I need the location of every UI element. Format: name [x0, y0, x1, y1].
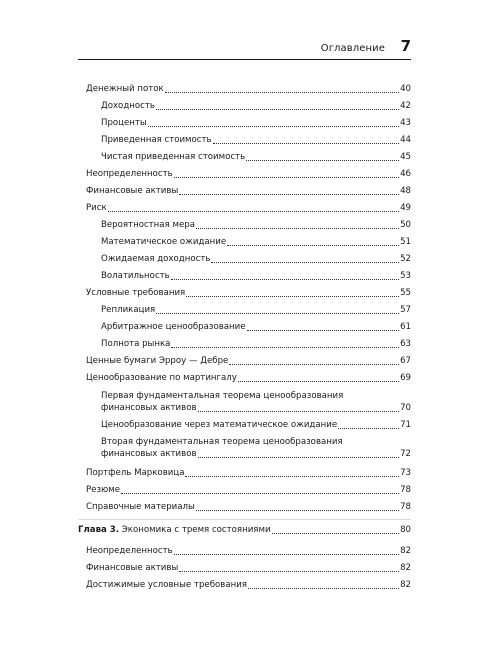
toc-entry-label: Достижимые условные требования [86, 580, 247, 590]
running-header [78, 37, 411, 60]
toc-entry-label: Приведенная стоимость [101, 135, 212, 145]
toc-entry-page: 46 [400, 169, 411, 179]
toc-entry-page: 42 [400, 101, 411, 111]
dot-leader [174, 176, 399, 178]
toc-entry-label: Доходность [101, 101, 155, 111]
running-header-title: Оглавление [320, 43, 385, 54]
dot-leader [246, 159, 399, 161]
toc-entry-label: Чистая приведенная стоимость [101, 152, 246, 162]
toc-entry-page: 71 [400, 420, 411, 430]
toc-entry-line2 [101, 449, 411, 460]
toc-entry-label: Неопределенность [86, 169, 173, 179]
dot-leader [156, 312, 399, 314]
dot-leader [272, 532, 400, 534]
toc-entry-page: 82 [400, 546, 411, 556]
toc-entry-label: Ценообразование через математическое ожидание [101, 420, 338, 430]
dot-leader [179, 570, 399, 572]
toc-entry-label-line2: финансовых активов [101, 403, 197, 413]
toc-entry-label-line2: финансовых активов [101, 449, 197, 459]
toc-entry-label: Условные требования [86, 288, 186, 298]
toc-chapter-entry[interactable] [78, 525, 411, 536]
dot-leader [229, 363, 399, 365]
toc-entry-label-line1: Вторая фундаментальная теорема ценообразования [101, 437, 343, 447]
toc-entry[interactable] [101, 322, 411, 333]
toc-entry-label: Справочные материалы [86, 502, 195, 512]
toc-entry-page: 73 [400, 468, 411, 478]
toc-entry-label: Математическое ожидание [101, 237, 227, 247]
toc-entry[interactable] [101, 135, 411, 146]
dot-leader [196, 227, 399, 229]
toc-entry-label: Арбитражное ценообразование [101, 322, 246, 332]
page-number: 7 [400, 37, 411, 55]
dot-leader [185, 475, 399, 477]
toc-entry[interactable] [86, 468, 411, 479]
toc-entry-label: Волатильность [101, 271, 170, 281]
toc-entry[interactable] [86, 288, 411, 299]
dot-leader [186, 295, 399, 297]
dot-leader [171, 278, 399, 280]
toc-entry-page: 80 [400, 525, 411, 535]
toc-entry-label: Полнота рынка [101, 339, 171, 349]
toc-entry[interactable] [86, 373, 411, 384]
toc-entry-page: 63 [400, 339, 411, 349]
toc-entry-label: Ценные бумаги Эрроу — Дебре [86, 356, 229, 366]
dot-leader [248, 587, 399, 589]
toc-entry-page: 48 [400, 186, 411, 196]
toc-entry[interactable] [86, 84, 411, 95]
toc-entry[interactable] [101, 271, 411, 282]
toc-entry-page: 57 [400, 305, 411, 315]
toc-entry[interactable] [86, 485, 411, 496]
toc-entry-page: 45 [400, 152, 411, 162]
dot-leader [247, 329, 400, 331]
chapter-title: Экономика с тремя состояниями [121, 525, 271, 535]
dot-leader [108, 210, 399, 212]
dot-leader [179, 193, 399, 195]
toc-entry[interactable] [101, 305, 411, 316]
toc-entry[interactable] [86, 203, 411, 214]
toc-entry-label: Денежный поток [86, 84, 164, 94]
dot-leader [156, 108, 399, 110]
toc-entry-label: Вероятностная мера [101, 220, 195, 230]
toc-entry-label: Риск [86, 203, 107, 213]
toc-entry-page: 82 [400, 563, 411, 573]
dot-leader [198, 410, 400, 412]
toc-entry-label: Портфель Марковица [86, 468, 185, 478]
toc-entry-label: Проценты [101, 118, 147, 128]
dot-leader [238, 380, 399, 382]
dot-leader [211, 261, 399, 263]
dot-leader [165, 91, 399, 93]
toc-entry[interactable] [101, 220, 411, 231]
toc-entry[interactable] [101, 237, 411, 248]
toc-entry-page: 78 [400, 502, 411, 512]
dot-leader [338, 427, 399, 429]
toc-entry-page: 70 [400, 403, 411, 413]
toc-entry[interactable] [86, 186, 411, 197]
toc-entry[interactable] [86, 502, 411, 513]
dot-leader [174, 553, 399, 555]
dot-leader [148, 125, 399, 127]
toc-entry[interactable] [101, 339, 411, 350]
toc-entry[interactable] [86, 356, 411, 367]
toc-entry-page: 61 [400, 322, 411, 332]
toc-entry-label: Репликация [101, 305, 156, 315]
toc-entry-page: 52 [400, 254, 411, 264]
toc-entry[interactable] [86, 546, 411, 557]
toc-entry[interactable] [101, 152, 411, 163]
toc-entry[interactable] [101, 118, 411, 129]
toc-entry-label: Неопределенность [86, 546, 173, 556]
toc-entry-page: 82 [400, 580, 411, 590]
toc-entry-page: 69 [400, 373, 411, 383]
toc-entry-page: 53 [400, 271, 411, 281]
dot-leader [227, 244, 399, 246]
toc-entry-line2 [101, 403, 411, 414]
toc-entry[interactable] [101, 420, 411, 431]
dot-leader [198, 456, 400, 458]
toc-entry-page: 78 [400, 485, 411, 495]
toc-entry-page: 44 [400, 135, 411, 145]
toc-entry-label: Ценообразование по мартингалу [86, 373, 237, 383]
toc-entry-label: Резюме [86, 485, 121, 495]
dot-leader [196, 509, 399, 511]
toc-entry-page: 40 [400, 84, 411, 94]
dot-leader [171, 346, 399, 348]
dot-leader [121, 492, 399, 494]
toc-entry-page: 72 [400, 449, 411, 459]
toc-entry-page: 55 [400, 288, 411, 298]
toc-entry[interactable] [101, 254, 411, 265]
toc-entry-page: 50 [400, 220, 411, 230]
toc-entry[interactable] [86, 580, 411, 591]
toc-entry-page: 43 [400, 118, 411, 128]
toc-entry-label [78, 525, 271, 536]
toc-entry[interactable] [86, 169, 411, 180]
toc-entry-label: Ожидаемая доходность [101, 254, 211, 264]
toc-entry-label: Финансовые активы [86, 186, 179, 196]
dot-leader [213, 142, 399, 144]
toc-entry-page: 49 [400, 203, 411, 213]
toc-entry-label-line1: Первая фундаментальная теорема ценообразования [101, 391, 344, 401]
section-divider [78, 519, 411, 520]
toc-entry-page: 67 [400, 356, 411, 366]
toc-entry-label: Финансовые активы [86, 563, 179, 573]
chapter-prefix: Глава 3. [78, 525, 120, 535]
toc-entry[interactable] [86, 563, 411, 574]
toc-entry[interactable] [101, 101, 411, 112]
toc-entry-page: 51 [400, 237, 411, 247]
